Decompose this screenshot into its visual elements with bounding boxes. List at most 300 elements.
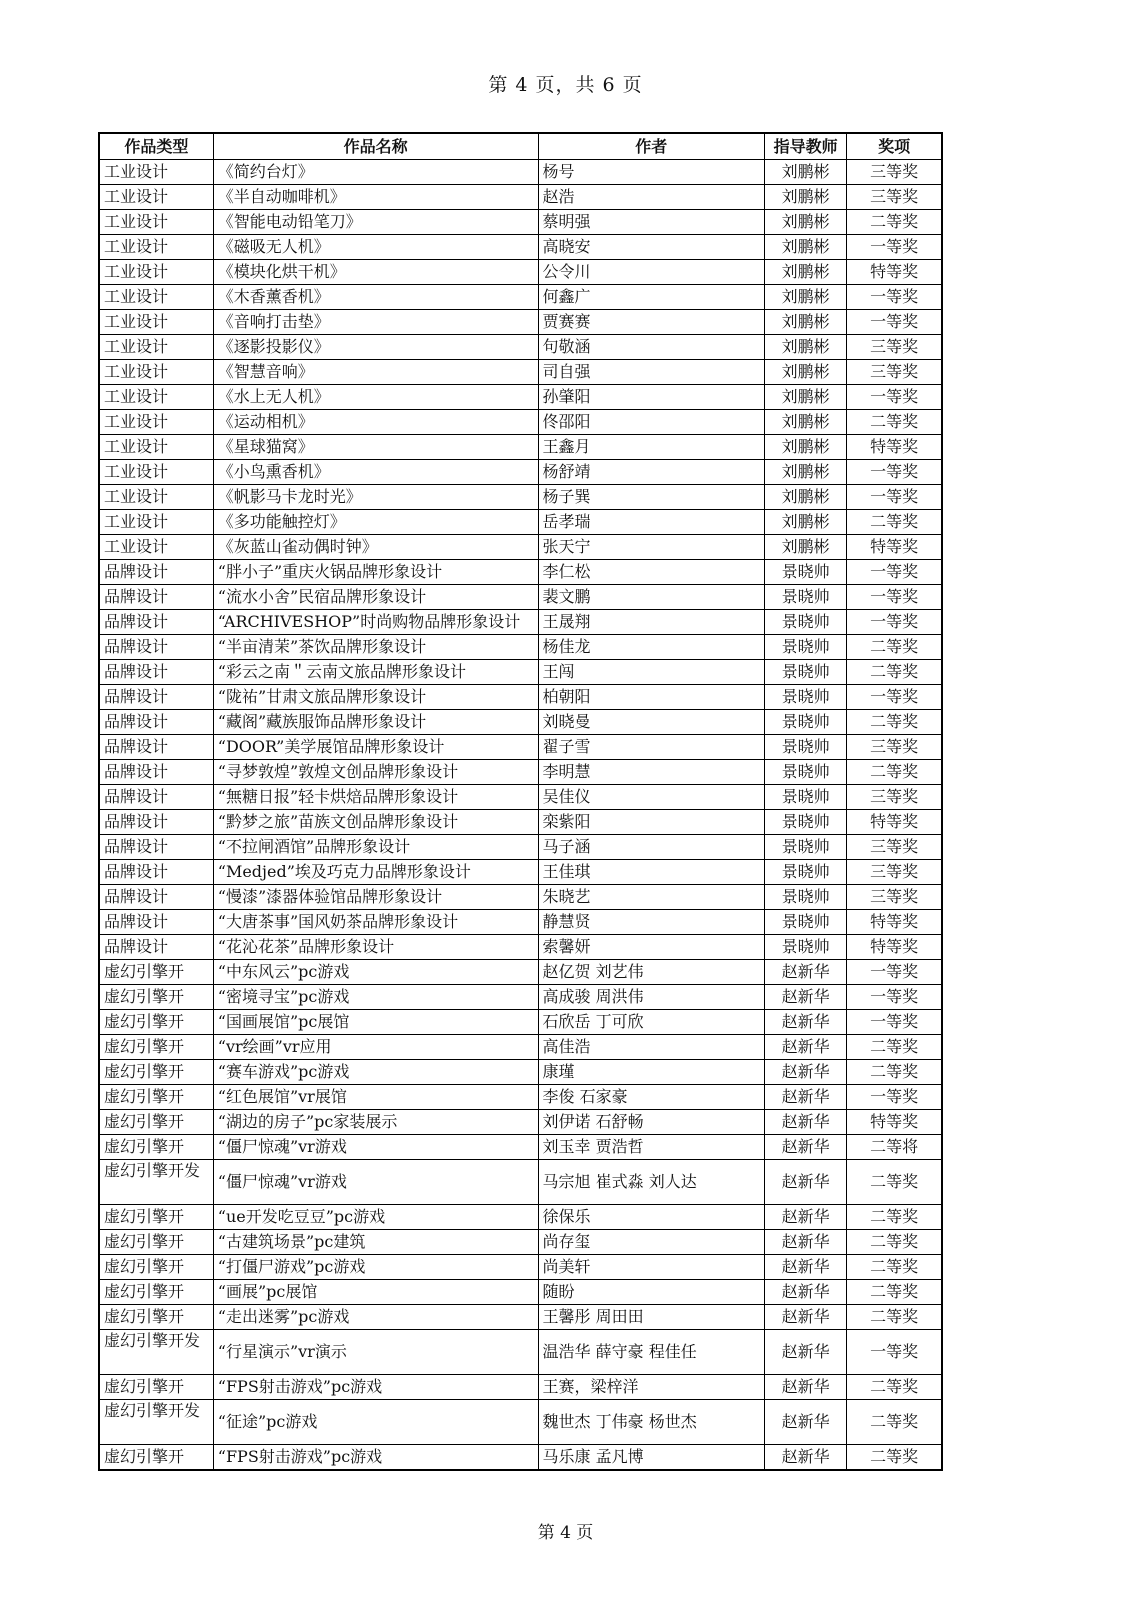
cell-category: 工业设计 <box>99 535 213 560</box>
table-row <box>99 410 942 435</box>
cell-category: 品牌设计 <box>99 885 213 910</box>
cell-author: 李明慧 <box>538 760 765 785</box>
column-header-award: 奖项 <box>847 133 942 160</box>
cell-teacher: 刘鹏彬 <box>765 535 847 560</box>
cell-category: 品牌设计 <box>99 685 213 710</box>
cell-author: 贾赛赛 <box>538 310 765 335</box>
cell-award: 二等奖 <box>847 760 942 785</box>
cell-award: 二等奖 <box>847 1160 942 1205</box>
cell-title: “赛车游戏”pc游戏 <box>213 1060 538 1085</box>
table-row <box>99 1445 942 1471</box>
cell-teacher: 景晓帅 <box>765 660 847 685</box>
cell-author: 赵浩 <box>538 185 765 210</box>
table-row <box>99 1375 942 1400</box>
cell-title: 《模块化烘干机》 <box>213 260 538 285</box>
cell-teacher: 景晓帅 <box>765 760 847 785</box>
cell-author: 刘伊诺 石舒畅 <box>538 1110 765 1135</box>
cell-title: “国画展馆”pc展馆 <box>213 1010 538 1035</box>
cell-author: 蔡明强 <box>538 210 765 235</box>
cell-author: 朱晓艺 <box>538 885 765 910</box>
table-row <box>99 1330 942 1375</box>
cell-teacher: 景晓帅 <box>765 560 847 585</box>
table-row <box>99 185 942 210</box>
awards-table <box>98 132 943 1471</box>
cell-award: 一等奖 <box>847 310 942 335</box>
cell-teacher: 景晓帅 <box>765 810 847 835</box>
cell-award: 二等奖 <box>847 1305 942 1330</box>
table-row <box>99 435 942 460</box>
cell-award: 三等奖 <box>847 860 942 885</box>
cell-teacher: 刘鹏彬 <box>765 335 847 360</box>
cell-title: “征途”pc游戏 <box>213 1400 538 1445</box>
cell-title: 《灰蓝山雀动偶时钟》 <box>213 535 538 560</box>
cell-award: 特等奖 <box>847 260 942 285</box>
cell-award: 一等奖 <box>847 560 942 585</box>
cell-award: 三等奖 <box>847 160 942 185</box>
cell-author: 王赛，梁梓洋 <box>538 1375 765 1400</box>
cell-author: 佟邵阳 <box>538 410 765 435</box>
table-row <box>99 160 942 185</box>
cell-teacher: 赵新华 <box>765 1035 847 1060</box>
column-header-title: 作品名称 <box>213 133 538 160</box>
cell-teacher: 刘鹏彬 <box>765 235 847 260</box>
table-row <box>99 635 942 660</box>
cell-author: 杨子巽 <box>538 485 765 510</box>
cell-category: 工业设计 <box>99 435 213 460</box>
cell-category: 品牌设计 <box>99 860 213 885</box>
cell-title: “画展”pc展馆 <box>213 1280 538 1305</box>
cell-teacher: 景晓帅 <box>765 860 847 885</box>
table-row <box>99 710 942 735</box>
table-row <box>99 1135 942 1160</box>
cell-teacher: 景晓帅 <box>765 685 847 710</box>
table-row <box>99 485 942 510</box>
cell-category: 虚幻引擎开 <box>99 1205 213 1230</box>
table-row <box>99 1085 942 1110</box>
cell-award: 三等奖 <box>847 785 942 810</box>
table-row <box>99 885 942 910</box>
table-row <box>99 510 942 535</box>
cell-category: 工业设计 <box>99 385 213 410</box>
cell-category: 工业设计 <box>99 235 213 260</box>
cell-author: 康瑾 <box>538 1060 765 1085</box>
cell-teacher: 刘鹏彬 <box>765 510 847 535</box>
cell-award: 特等奖 <box>847 435 942 460</box>
table-row <box>99 1205 942 1230</box>
cell-award: 一等奖 <box>847 385 942 410</box>
cell-teacher: 赵新华 <box>765 985 847 1010</box>
cell-category: 工业设计 <box>99 285 213 310</box>
cell-teacher: 刘鹏彬 <box>765 435 847 460</box>
cell-author: 翟子雪 <box>538 735 765 760</box>
cell-award: 二等奖 <box>847 635 942 660</box>
cell-category: 品牌设计 <box>99 735 213 760</box>
cell-title: “僵尸惊魂”vr游戏 <box>213 1135 538 1160</box>
cell-category: 工业设计 <box>99 485 213 510</box>
cell-title: “行星演示”vr演示 <box>213 1330 538 1375</box>
cell-title: “走出迷雾”pc游戏 <box>213 1305 538 1330</box>
cell-award: 二等奖 <box>847 1205 942 1230</box>
cell-award: 特等奖 <box>847 1110 942 1135</box>
cell-author: 李仁松 <box>538 560 765 585</box>
cell-author: 马乐康 孟凡博 <box>538 1445 765 1471</box>
cell-category: 品牌设计 <box>99 560 213 585</box>
cell-author: 马宗旭 崔式淼 刘人达 <box>538 1160 765 1205</box>
cell-title: “胖小子”重庆火锅品牌形象设计 <box>213 560 538 585</box>
cell-teacher: 刘鹏彬 <box>765 210 847 235</box>
cell-title: “黔梦之旅”苗族文创品牌形象设计 <box>213 810 538 835</box>
cell-category: 品牌设计 <box>99 585 213 610</box>
cell-category: 虚幻引擎开 <box>99 1110 213 1135</box>
cell-teacher: 刘鹏彬 <box>765 410 847 435</box>
cell-award: 二等奖 <box>847 1445 942 1471</box>
cell-author: 刘玉幸 贾浩哲 <box>538 1135 765 1160</box>
cell-author: 裴文鹏 <box>538 585 765 610</box>
cell-author: 柏朝阳 <box>538 685 765 710</box>
cell-teacher: 赵新华 <box>765 1160 847 1205</box>
cell-category: 虚幻引擎开 <box>99 1375 213 1400</box>
cell-teacher: 刘鹏彬 <box>765 185 847 210</box>
cell-teacher: 刘鹏彬 <box>765 385 847 410</box>
cell-author: 王闯 <box>538 660 765 685</box>
cell-category: 虚幻引擎开 <box>99 1060 213 1085</box>
cell-teacher: 赵新华 <box>765 1230 847 1255</box>
column-header-author: 作者 <box>538 133 765 160</box>
cell-award: 二等奖 <box>847 210 942 235</box>
table-body <box>99 160 942 1471</box>
cell-category: 虚幻引擎开 <box>99 1445 213 1471</box>
cell-author: 句敬涵 <box>538 335 765 360</box>
table-row <box>99 660 942 685</box>
cell-category: 工业设计 <box>99 310 213 335</box>
cell-teacher: 赵新华 <box>765 1135 847 1160</box>
table-row <box>99 685 942 710</box>
cell-category: 虚幻引擎开发 <box>99 1400 213 1445</box>
cell-author: 石欣岳 丁可欣 <box>538 1010 765 1035</box>
cell-author: 王佳琪 <box>538 860 765 885</box>
cell-title: 《木香薰香机》 <box>213 285 538 310</box>
table-row <box>99 210 942 235</box>
cell-teacher: 刘鹏彬 <box>765 485 847 510</box>
cell-teacher: 赵新华 <box>765 1110 847 1135</box>
cell-title: “慢漆”漆器体验馆品牌形象设计 <box>213 885 538 910</box>
cell-teacher: 赵新华 <box>765 1010 847 1035</box>
cell-category: 工业设计 <box>99 410 213 435</box>
cell-title: 《简约台灯》 <box>213 160 538 185</box>
cell-teacher: 赵新华 <box>765 1330 847 1375</box>
cell-title: “彩云之南＂云南文旅品牌形象设计 <box>213 660 538 685</box>
cell-teacher: 景晓帅 <box>765 610 847 635</box>
table-row <box>99 585 942 610</box>
cell-teacher: 赵新华 <box>765 960 847 985</box>
cell-award: 一等奖 <box>847 485 942 510</box>
cell-teacher: 赵新华 <box>765 1445 847 1471</box>
cell-author: 索馨妍 <box>538 935 765 960</box>
cell-teacher: 景晓帅 <box>765 885 847 910</box>
cell-category: 虚幻引擎开发 <box>99 1160 213 1205</box>
cell-title: 《逐影投影仪》 <box>213 335 538 360</box>
column-header-teacher: 指导教师 <box>765 133 847 160</box>
cell-award: 二等奖 <box>847 1280 942 1305</box>
cell-teacher: 赵新华 <box>765 1060 847 1085</box>
cell-teacher: 赵新华 <box>765 1280 847 1305</box>
cell-title: “ue开发吃豆豆”pc游戏 <box>213 1205 538 1230</box>
cell-teacher: 刘鹏彬 <box>765 310 847 335</box>
cell-title: “寻梦敦煌”敦煌文创品牌形象设计 <box>213 760 538 785</box>
cell-title: “红色展馆”vr展馆 <box>213 1085 538 1110</box>
table-row <box>99 860 942 885</box>
cell-author: 王馨彤 周田田 <box>538 1305 765 1330</box>
cell-category: 品牌设计 <box>99 935 213 960</box>
cell-award: 一等奖 <box>847 585 942 610</box>
cell-teacher: 赵新华 <box>765 1400 847 1445</box>
table-row <box>99 960 942 985</box>
cell-teacher: 刘鹏彬 <box>765 460 847 485</box>
cell-category: 工业设计 <box>99 335 213 360</box>
cell-teacher: 景晓帅 <box>765 735 847 760</box>
cell-award: 一等奖 <box>847 960 942 985</box>
cell-category: 品牌设计 <box>99 785 213 810</box>
table-row <box>99 360 942 385</box>
cell-title: 《运动相机》 <box>213 410 538 435</box>
cell-award: 特等奖 <box>847 535 942 560</box>
cell-author: 赵亿贺 刘艺伟 <box>538 960 765 985</box>
cell-teacher: 刘鹏彬 <box>765 285 847 310</box>
cell-award: 二等奖 <box>847 510 942 535</box>
cell-award: 特等奖 <box>847 910 942 935</box>
cell-award: 一等奖 <box>847 985 942 1010</box>
cell-category: 品牌设计 <box>99 610 213 635</box>
cell-category: 工业设计 <box>99 210 213 235</box>
cell-award: 一等奖 <box>847 1085 942 1110</box>
cell-teacher: 赵新华 <box>765 1375 847 1400</box>
cell-teacher: 景晓帅 <box>765 635 847 660</box>
cell-title: 《水上无人机》 <box>213 385 538 410</box>
cell-title: “ARCHIVESHOP”时尚购物品牌形象设计 <box>213 610 538 635</box>
cell-title: “流水小舍”民宿品牌形象设计 <box>213 585 538 610</box>
cell-title: “Medjed”埃及巧克力品牌形象设计 <box>213 860 538 885</box>
cell-author: 马子涵 <box>538 835 765 860</box>
cell-category: 工业设计 <box>99 510 213 535</box>
cell-title: “DOOR”美学展馆品牌形象设计 <box>213 735 538 760</box>
cell-author: 何鑫广 <box>538 285 765 310</box>
cell-category: 虚幻引擎开 <box>99 960 213 985</box>
cell-teacher: 景晓帅 <box>765 710 847 735</box>
cell-award: 一等奖 <box>847 460 942 485</box>
cell-award: 三等奖 <box>847 835 942 860</box>
cell-author: 王鑫月 <box>538 435 765 460</box>
cell-award: 一等奖 <box>847 285 942 310</box>
cell-category: 虚幻引擎开 <box>99 1010 213 1035</box>
cell-category: 品牌设计 <box>99 835 213 860</box>
cell-category: 品牌设计 <box>99 660 213 685</box>
cell-title: “湖边的房子”pc家装展示 <box>213 1110 538 1135</box>
cell-category: 虚幻引擎开 <box>99 1305 213 1330</box>
cell-title: 《小鸟熏香机》 <box>213 460 538 485</box>
cell-teacher: 景晓帅 <box>765 785 847 810</box>
cell-award: 三等奖 <box>847 360 942 385</box>
cell-teacher: 景晓帅 <box>765 935 847 960</box>
cell-category: 工业设计 <box>99 360 213 385</box>
cell-teacher: 刘鹏彬 <box>765 360 847 385</box>
table-row <box>99 935 942 960</box>
table-row <box>99 560 942 585</box>
cell-title: “古建筑场景”pc建筑 <box>213 1230 538 1255</box>
cell-category: 品牌设计 <box>99 910 213 935</box>
cell-award: 二等奖 <box>847 1375 942 1400</box>
cell-author: 杨舒靖 <box>538 460 765 485</box>
cell-category: 工业设计 <box>99 160 213 185</box>
cell-category: 品牌设计 <box>99 810 213 835</box>
table-row <box>99 460 942 485</box>
table-row <box>99 810 942 835</box>
table-row <box>99 1110 942 1135</box>
cell-author: 岳孝瑞 <box>538 510 765 535</box>
table-row <box>99 1060 942 1085</box>
cell-title: “藏阁”藏族服饰品牌形象设计 <box>213 710 538 735</box>
cell-award: 二等奖 <box>847 410 942 435</box>
cell-teacher: 赵新华 <box>765 1305 847 1330</box>
cell-title: 《多功能触控灯》 <box>213 510 538 535</box>
page-header: 第 4 页，共 6 页 <box>488 74 643 96</box>
cell-title: 《智能电动铅笔刀》 <box>213 210 538 235</box>
cell-award: 二等奖 <box>847 1230 942 1255</box>
cell-teacher: 景晓帅 <box>765 910 847 935</box>
cell-title: 《帆影马卡龙时光》 <box>213 485 538 510</box>
cell-title: “FPS射击游戏”pc游戏 <box>213 1445 538 1471</box>
table-row <box>99 985 942 1010</box>
cell-title: 《半自动咖啡机》 <box>213 185 538 210</box>
cell-category: 虚幻引擎开 <box>99 1135 213 1160</box>
cell-category: 品牌设计 <box>99 710 213 735</box>
cell-title: 《音响打击垫》 <box>213 310 538 335</box>
cell-author: 司自强 <box>538 360 765 385</box>
table-row <box>99 1230 942 1255</box>
cell-teacher: 赵新华 <box>765 1085 847 1110</box>
cell-award: 一等奖 <box>847 610 942 635</box>
cell-category: 虚幻引擎开 <box>99 1230 213 1255</box>
cell-award: 一等奖 <box>847 1010 942 1035</box>
table-row <box>99 1035 942 1060</box>
cell-title: “中东风云”pc游戏 <box>213 960 538 985</box>
table-row <box>99 285 942 310</box>
cell-author: 随盼 <box>538 1280 765 1305</box>
cell-teacher: 赵新华 <box>765 1255 847 1280</box>
cell-category: 虚幻引擎开 <box>99 1255 213 1280</box>
table-row <box>99 835 942 860</box>
cell-teacher: 刘鹏彬 <box>765 160 847 185</box>
cell-award: 三等奖 <box>847 335 942 360</box>
cell-author: 魏世杰 丁伟豪 杨世杰 <box>538 1400 765 1445</box>
cell-category: 虚幻引擎开发 <box>99 1330 213 1375</box>
cell-award: 二等奖 <box>847 660 942 685</box>
cell-award: 一等奖 <box>847 1330 942 1375</box>
cell-title: “不拉闸酒馆”品牌形象设计 <box>213 835 538 860</box>
cell-author: 王晟翔 <box>538 610 765 635</box>
cell-author: 栾紫阳 <box>538 810 765 835</box>
cell-category: 品牌设计 <box>99 635 213 660</box>
cell-author: 徐保乐 <box>538 1205 765 1230</box>
table-row <box>99 1010 942 1035</box>
cell-title: “vr绘画”vr应用 <box>213 1035 538 1060</box>
cell-author: 尚美轩 <box>538 1255 765 1280</box>
table-row <box>99 310 942 335</box>
table-row <box>99 610 942 635</box>
cell-title: “半亩清茉”茶饮品牌形象设计 <box>213 635 538 660</box>
cell-teacher: 景晓帅 <box>765 585 847 610</box>
cell-category: 品牌设计 <box>99 760 213 785</box>
cell-title: “陇祐”甘肃文旅品牌形象设计 <box>213 685 538 710</box>
cell-teacher: 景晓帅 <box>765 835 847 860</box>
table-row <box>99 1305 942 1330</box>
table-row <box>99 335 942 360</box>
column-header-category: 作品类型 <box>99 133 213 160</box>
cell-category: 工业设计 <box>99 260 213 285</box>
cell-award: 一等奖 <box>847 685 942 710</box>
cell-author: 杨佳龙 <box>538 635 765 660</box>
cell-award: 一等奖 <box>847 235 942 260</box>
cell-author: 高佳浩 <box>538 1035 765 1060</box>
table-row <box>99 535 942 560</box>
cell-title: “打僵尸游戏”pc游戏 <box>213 1255 538 1280</box>
cell-title: “FPS射击游戏”pc游戏 <box>213 1375 538 1400</box>
table-row <box>99 1280 942 1305</box>
cell-award: 特等奖 <box>847 810 942 835</box>
table-row <box>99 760 942 785</box>
table-row <box>99 260 942 285</box>
cell-category: 工业设计 <box>99 460 213 485</box>
table-row <box>99 235 942 260</box>
cell-author: 高成骏 周洪伟 <box>538 985 765 1010</box>
cell-title: “無糖日报”轻卡烘焙品牌形象设计 <box>213 785 538 810</box>
cell-teacher: 赵新华 <box>765 1205 847 1230</box>
cell-author: 尚存玺 <box>538 1230 765 1255</box>
table-row <box>99 385 942 410</box>
cell-award: 二等将 <box>847 1135 942 1160</box>
cell-category: 虚幻引擎开 <box>99 1280 213 1305</box>
cell-author: 杨号 <box>538 160 765 185</box>
cell-category: 工业设计 <box>99 185 213 210</box>
cell-award: 特等奖 <box>847 935 942 960</box>
page-footer: 第 4 页 <box>537 1523 594 1543</box>
table-row <box>99 1255 942 1280</box>
cell-author: 吴佳仪 <box>538 785 765 810</box>
cell-title: 《智慧音响》 <box>213 360 538 385</box>
cell-award: 二等奖 <box>847 1060 942 1085</box>
cell-title: “僵尸惊魂”vr游戏 <box>213 1160 538 1205</box>
cell-award: 三等奖 <box>847 735 942 760</box>
cell-author: 张天宁 <box>538 535 765 560</box>
cell-author: 温浩华 薛守豪 程佳任 <box>538 1330 765 1375</box>
cell-author: 孙肇阳 <box>538 385 765 410</box>
cell-award: 二等奖 <box>847 710 942 735</box>
cell-author: 高晓安 <box>538 235 765 260</box>
cell-author: 李俊 石家豪 <box>538 1085 765 1110</box>
cell-author: 刘晓曼 <box>538 710 765 735</box>
cell-category: 虚幻引擎开 <box>99 985 213 1010</box>
table-row <box>99 735 942 760</box>
cell-award: 二等奖 <box>847 1255 942 1280</box>
table-row <box>99 1400 942 1445</box>
cell-teacher: 刘鹏彬 <box>765 260 847 285</box>
cell-title: “密境寻宝”pc游戏 <box>213 985 538 1010</box>
cell-award: 二等奖 <box>847 1400 942 1445</box>
cell-title: “花沁花茶”品牌形象设计 <box>213 935 538 960</box>
cell-category: 虚幻引擎开 <box>99 1035 213 1060</box>
cell-author: 公令川 <box>538 260 765 285</box>
cell-category: 虚幻引擎开 <box>99 1085 213 1110</box>
cell-award: 三等奖 <box>847 185 942 210</box>
